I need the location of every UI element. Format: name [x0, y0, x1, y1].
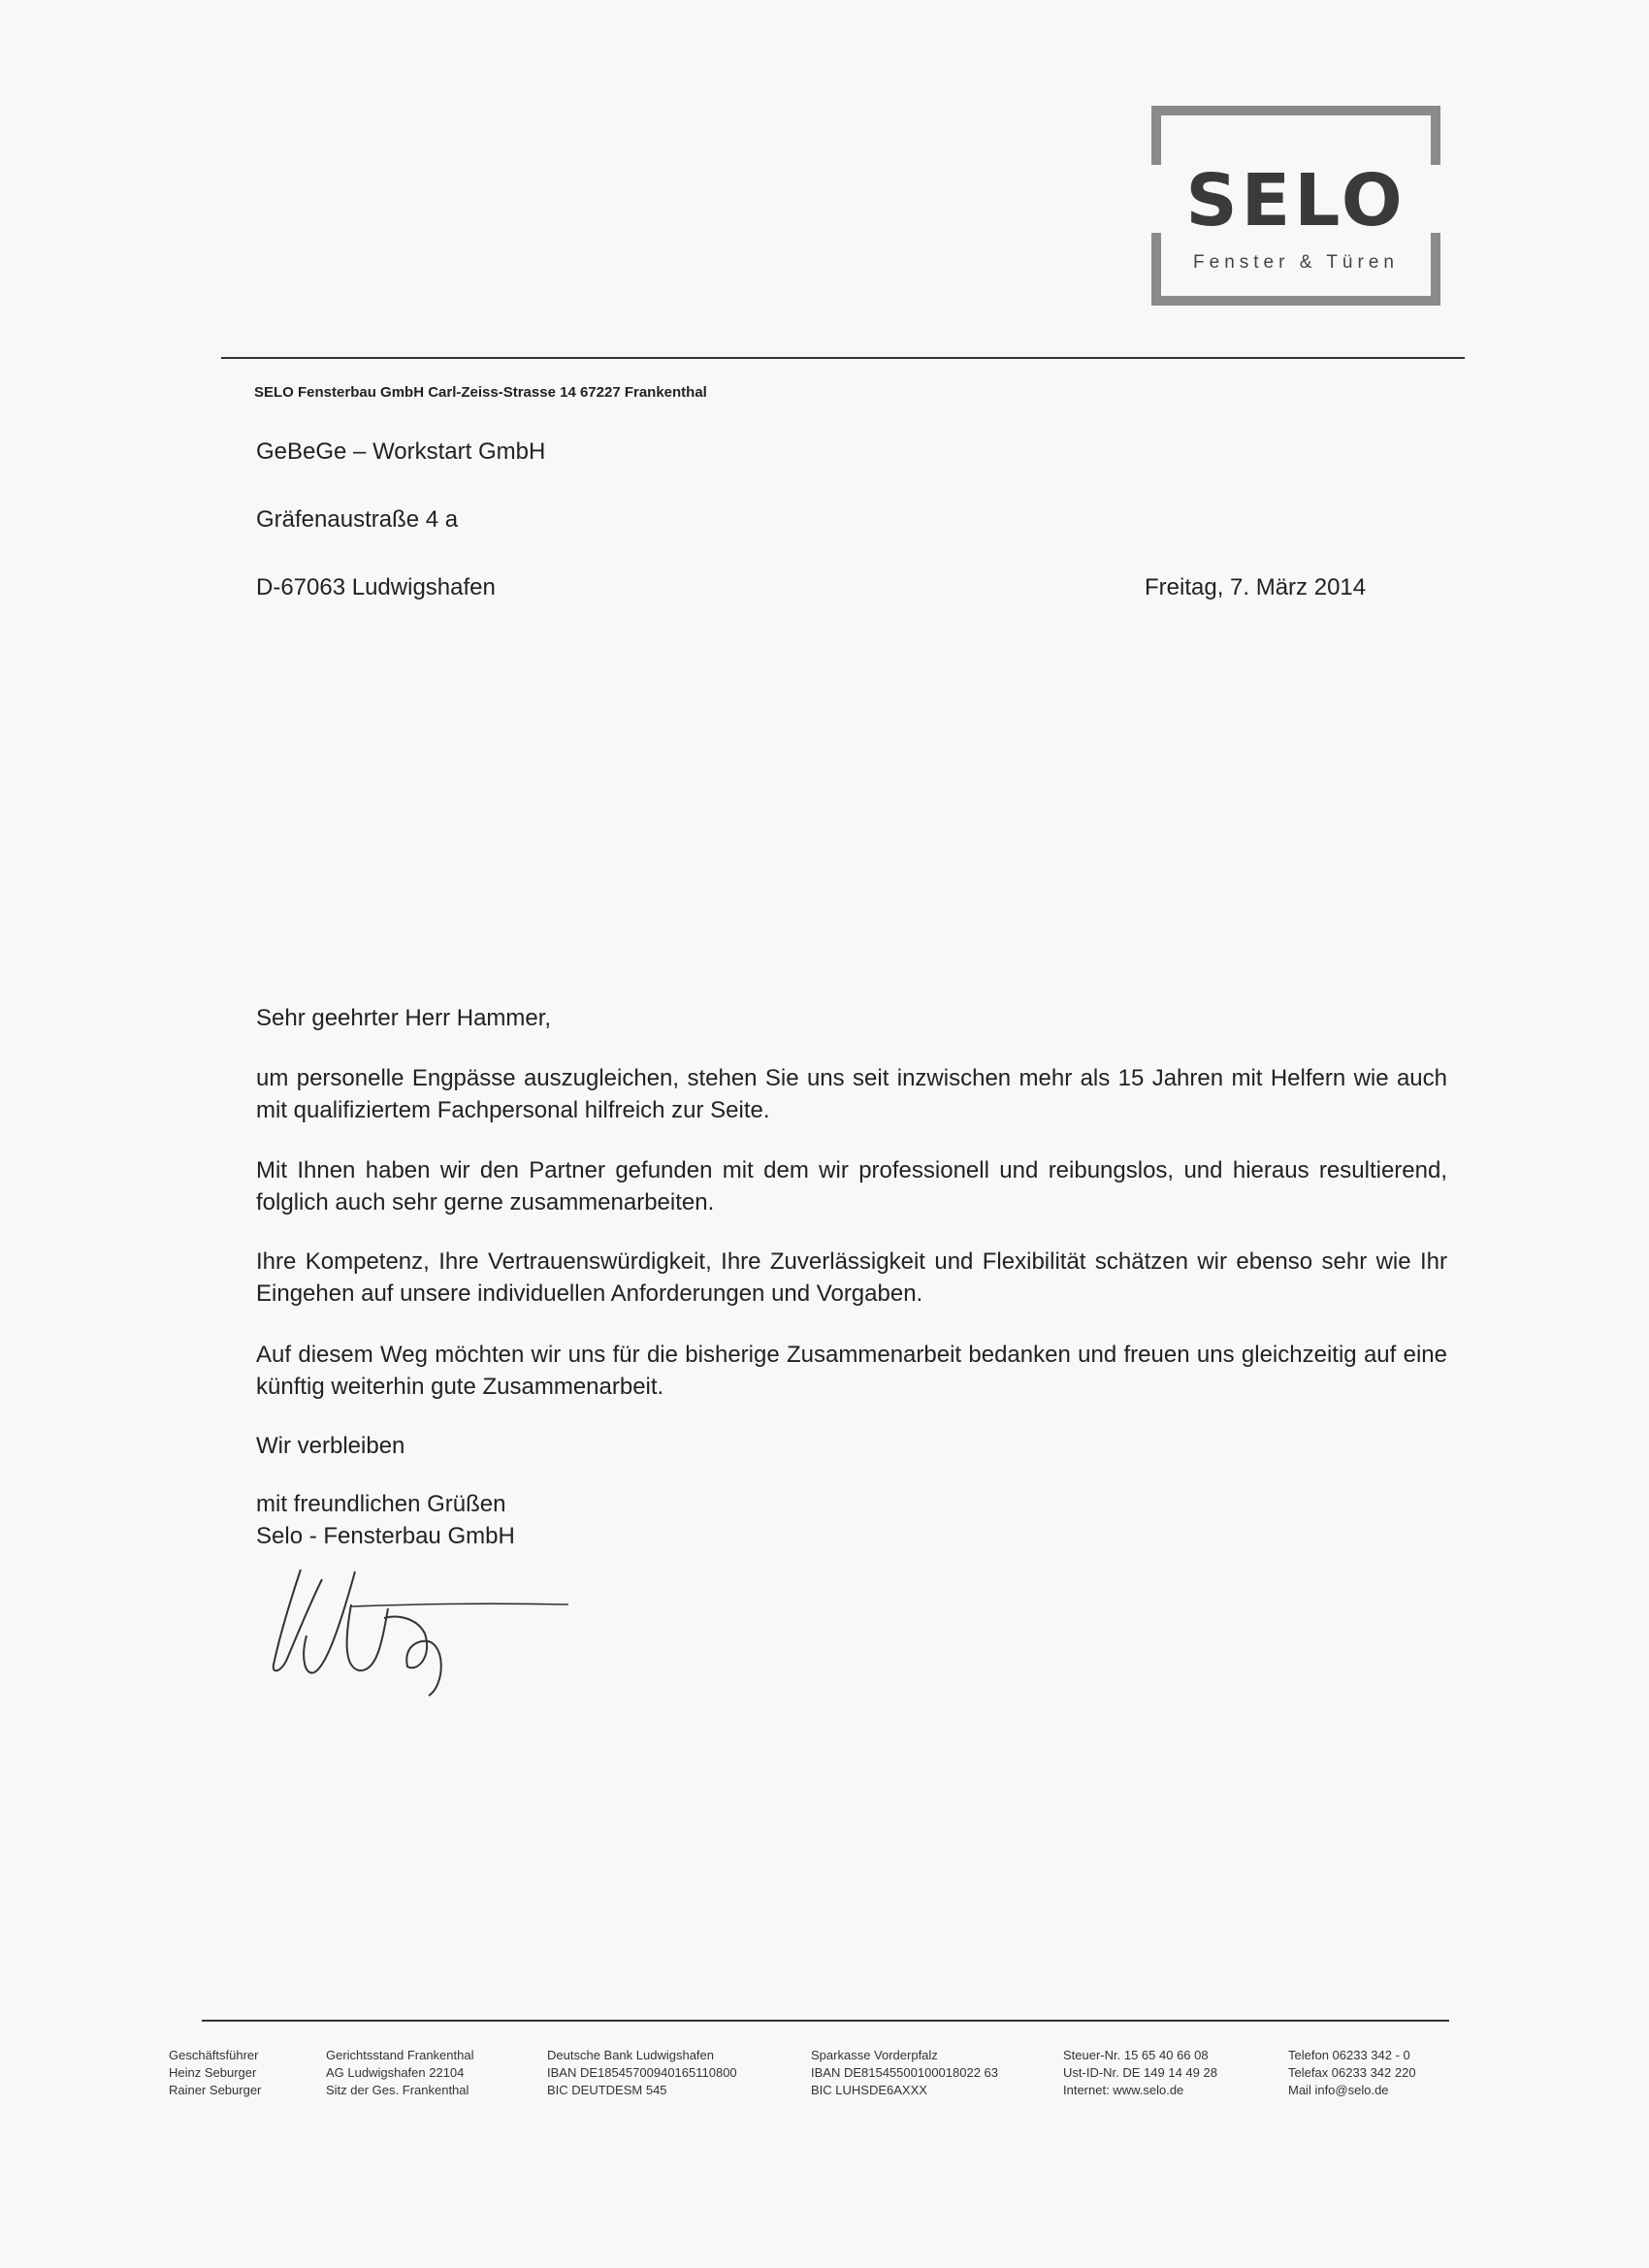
footer-line: Rainer Seburger — [169, 2083, 262, 2097]
footer-bank-2 — [811, 2047, 998, 2099]
footer-rule — [202, 2020, 1449, 2022]
footer-line: Deutsche Bank Ludwigshafen — [547, 2048, 715, 2062]
footer-line: AG Ludwigshafen 22104 — [326, 2065, 465, 2080]
recipient-street: Gräfenaustraße 4 a — [256, 506, 459, 533]
paragraph-3 — [256, 1246, 1447, 1310]
footer-line: Heinz Seburger — [169, 2065, 257, 2080]
recipient-company: GeBeGe – Workstart GmbH — [256, 438, 546, 465]
footer-line: Steuer-Nr. 15 65 40 66 08 — [1063, 2048, 1209, 2062]
salutation: Sehr geehrter Herr Hammer, — [256, 1005, 552, 1031]
footer-line: Gerichtsstand Frankenthal — [326, 2048, 474, 2062]
paragraph-text: Mit Ihnen haben wir den Partner gefunden mit dem wir professionell und reibungslos, und hieraus resultierend, folglich auch sehr gerne zusammenarbeiten. — [256, 1157, 1447, 1215]
footer-contact — [1288, 2047, 1416, 2099]
logo-wordmark: SELO — [1185, 159, 1406, 243]
footer-line: Mail info@selo.de — [1288, 2083, 1389, 2097]
paragraph-text: Ihre Kompetenz, Ihre Vertrauenswürdigkeit, Ihre Zuverlässigkeit und Flexibilität schätzen wir ebenso sehr wie Ihr Eingehen auf unsere individuellen Anforderungen und Vorgaben. — [256, 1248, 1447, 1307]
closing-company: Selo - Fensterbau GmbH — [256, 1523, 515, 1549]
letter-date: Freitag, 7. März 2014 — [1145, 574, 1367, 600]
paragraph-2 — [256, 1154, 1447, 1218]
logo-tagline: Fenster & Türen — [1193, 252, 1399, 273]
footer-line: Telefax 06233 342 220 — [1288, 2065, 1416, 2080]
header-rule — [221, 357, 1465, 359]
recipient-city: D-67063 Ludwigshafen — [256, 574, 496, 600]
selo-logo — [1150, 105, 1441, 307]
handwritten-signature — [262, 1550, 582, 1715]
paragraph-text: Auf diesem Weg möchten wir uns für die bisherige Zusammenarbeit bedanken und freuen uns gleichzeitig auf eine künftig weiterhin gute Zusammenarbeit. — [256, 1342, 1447, 1400]
paragraph-text: um personelle Engpässe auszugleichen, stehen Sie uns seit inzwischen mehr als 15 Jahren mit Helfern wie auch mit qualifiziertem Fachpersonal hilfreich zur Seite. — [256, 1065, 1447, 1123]
footer-tax — [1063, 2047, 1217, 2099]
footer-line: Telefon 06233 342 - 0 — [1288, 2048, 1410, 2062]
footer-line: IBAN DE81545500100018022 63 — [811, 2065, 998, 2080]
footer-court — [326, 2047, 473, 2099]
footer-line: BIC DEUTDESM 545 — [547, 2083, 667, 2097]
footer-line: Sparkasse Vorderpfalz — [811, 2048, 938, 2062]
footer-line: Geschäftsführer — [169, 2048, 259, 2062]
footer-line: Internet: www.selo.de — [1063, 2083, 1184, 2097]
closing-line-2: mit freundlichen Grüßen — [256, 1491, 506, 1517]
footer-line: IBAN DE18545700940165110800 — [547, 2065, 737, 2080]
closing-line-1: Wir verbleiben — [256, 1433, 405, 1459]
footer-line: Sitz der Ges. Frankenthal — [326, 2083, 469, 2097]
footer-line: Ust-ID-Nr. DE 149 14 49 28 — [1063, 2065, 1217, 2080]
paragraph-4 — [256, 1339, 1447, 1403]
footer-management — [169, 2047, 261, 2099]
sender-line: SELO Fensterbau GmbH Carl-Zeiss-Strasse 14 67227 Frankenthal — [254, 384, 707, 401]
paragraph-1 — [256, 1062, 1447, 1126]
footer-line: BIC LUHSDE6AXXX — [811, 2083, 927, 2097]
footer-bank-1 — [547, 2047, 737, 2099]
